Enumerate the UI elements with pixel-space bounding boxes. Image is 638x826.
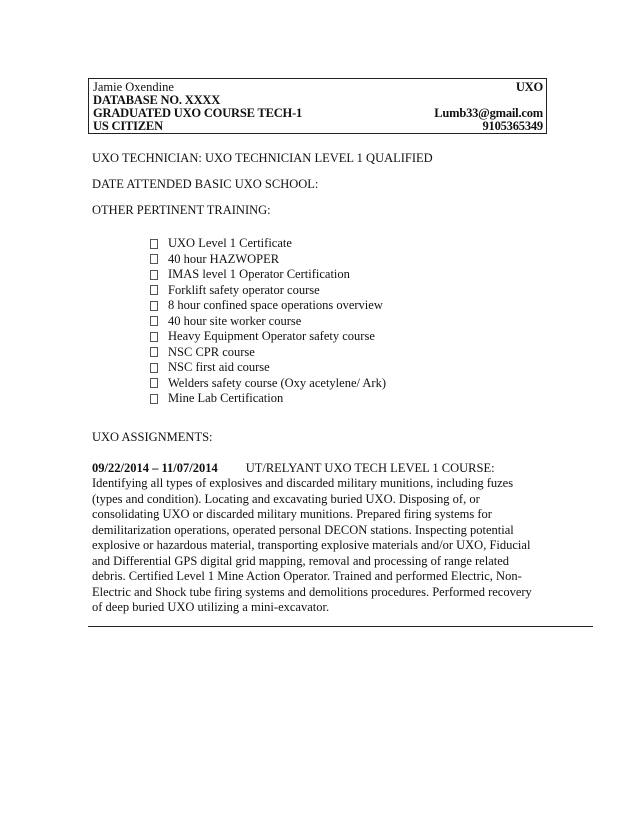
training-item: 40 hour site worker course (150, 314, 386, 330)
assignments-heading: UXO ASSIGNMENTS: (92, 430, 213, 444)
candidate-name: Jamie Oxendine (93, 80, 174, 94)
training-item: 40 hour HAZWOPER (150, 252, 386, 268)
description-line: demilitarization operations, operated personal DECON stations. Inspecting potential (92, 522, 514, 537)
assignment-dates: 09/22/2014 – 11/07/2014 (92, 461, 218, 475)
checkbox-icon (150, 378, 158, 388)
training-item: NSC first aid course (150, 360, 386, 376)
training-item: Heavy Equipment Operator safety course (150, 329, 386, 345)
description-line: of deep buried UXO utilizing a mini-excavator. (92, 600, 330, 614)
checkbox-icon (150, 363, 158, 373)
training-item: Welders safety course (Oxy acetylene/ Ark) (150, 376, 386, 392)
description-line: consolidating UXO or discarded military munitions. Prepared firing systems for (92, 507, 492, 521)
phone-number: 9105365349 (482, 119, 543, 133)
checkbox-icon (150, 301, 158, 311)
training-list (150, 236, 386, 407)
assignment-description (92, 476, 548, 616)
description-line: Electric and Shock tube firing systems and demolitions procedures. Performed recovery (92, 584, 532, 599)
database-number: DATABASE NO. XXXX (93, 93, 221, 107)
graduated-course: GRADUATED UXO COURSE TECH-1 (93, 106, 303, 120)
training-item: 8 hour confined space operations overview (150, 298, 386, 314)
checkbox-icon (150, 270, 158, 280)
training-item: UXO Level 1 Certificate (150, 236, 386, 252)
assignment-title: UT/RELYANT UXO TECH LEVEL 1 COURSE: (245, 461, 495, 475)
checkbox-icon (150, 347, 158, 357)
assignment-header (92, 461, 495, 476)
training-item: IMAS level 1 Operator Certification (150, 267, 386, 283)
uxo-technician-line: UXO TECHNICIAN: UXO TECHNICIAN LEVEL 1 QUALIFIED (92, 151, 433, 165)
description-line: (types and condition). Locating and excavating buried UXO. Disposing of, or (92, 491, 480, 506)
description-line: and Differential GPS digital grid mapping, removal and processing of range related (92, 553, 510, 568)
header-box (88, 78, 547, 134)
description-line: debris. Certified Level 1 Mine Action Operator. Trained and performed Electric, Non- (92, 569, 522, 583)
checkbox-icon (150, 254, 158, 264)
email-address: Lumb33@gmail.com (434, 106, 543, 120)
checkbox-icon (150, 285, 158, 295)
training-item: NSC CPR course (150, 345, 386, 361)
checkbox-icon (150, 316, 158, 326)
checkbox-icon (150, 394, 158, 404)
header-uxo-label: UXO (515, 80, 543, 94)
description-line: Identifying all types of explosives and discarded military munitions, including fuzes (92, 476, 514, 490)
checkbox-icon (150, 239, 158, 249)
description-line: explosive or hazardous material, transporting explosive materials and/or UXO, Fiducial (92, 538, 531, 552)
other-training-heading: OTHER PERTINENT TRAINING: (92, 203, 271, 217)
training-item: Mine Lab Certification (150, 391, 386, 407)
date-attended-line: DATE ATTENDED BASIC UXO SCHOOL: (92, 177, 319, 191)
citizenship: US CITIZEN (93, 119, 163, 133)
header-row-4 (93, 119, 543, 134)
checkbox-icon (150, 332, 158, 342)
bottom-divider (88, 626, 593, 627)
training-item: Forklift safety operator course (150, 283, 386, 299)
